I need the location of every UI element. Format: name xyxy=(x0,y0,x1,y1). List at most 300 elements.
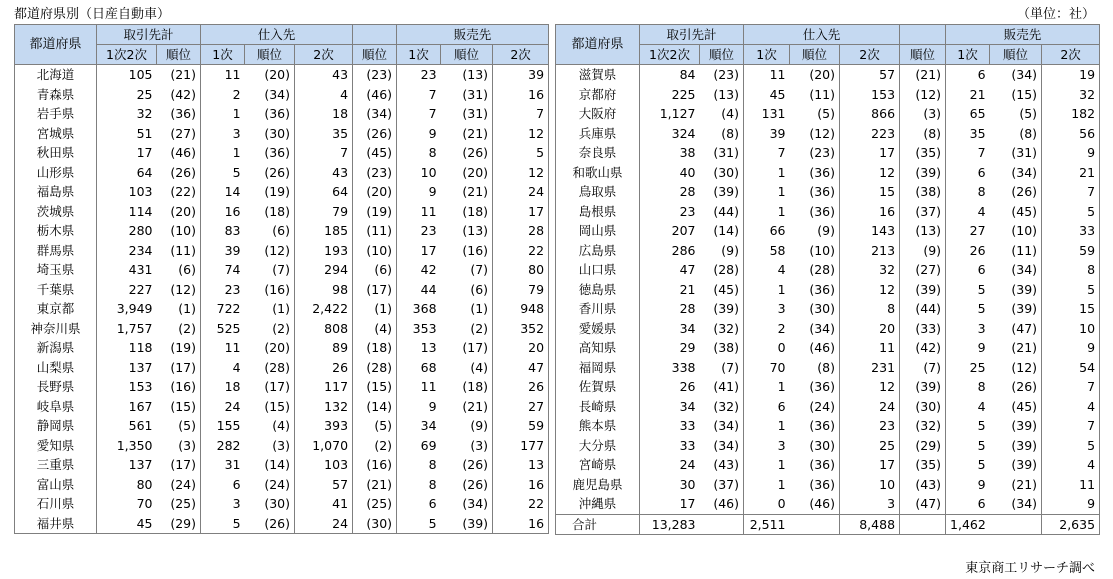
value-cell: 5 xyxy=(1042,436,1100,456)
value-cell: 8 xyxy=(1042,260,1100,280)
value-cell: (12) xyxy=(157,280,201,300)
value-cell: (29) xyxy=(157,514,201,534)
value-cell: 368 xyxy=(397,299,441,319)
header-rank: 順位 xyxy=(700,45,744,65)
value-cell: 6 xyxy=(744,397,790,417)
header-first: 1次 xyxy=(946,45,990,65)
prefecture-cell: 福岡県 xyxy=(556,358,640,378)
value-cell: (30) xyxy=(700,163,744,183)
value-cell: (3) xyxy=(157,436,201,456)
table-row xyxy=(556,280,1100,300)
value-cell: 17 xyxy=(840,143,900,163)
table-row xyxy=(556,338,1100,358)
value-cell: (11) xyxy=(353,221,397,241)
table-row xyxy=(15,124,549,144)
value-cell: (18) xyxy=(245,202,295,222)
value-cell: 43 xyxy=(295,65,353,85)
value-cell: (34) xyxy=(353,104,397,124)
value-cell: 70 xyxy=(744,358,790,378)
value-cell: 26 xyxy=(640,377,700,397)
value-cell: 5 xyxy=(201,163,245,183)
value-cell: (45) xyxy=(990,202,1042,222)
value-cell: 352 xyxy=(493,319,549,339)
value-cell: 56 xyxy=(1042,124,1100,144)
value-cell: (28) xyxy=(790,260,840,280)
value-cell: 1,127 xyxy=(640,104,700,124)
header-sales: 販売先 xyxy=(946,25,1100,45)
value-cell: 66 xyxy=(744,221,790,241)
value-cell: 15 xyxy=(1042,299,1100,319)
value-cell: (33) xyxy=(900,319,946,339)
value-cell: (34) xyxy=(700,436,744,456)
value-cell: 5 xyxy=(946,436,990,456)
total-value xyxy=(790,514,840,535)
value-cell: 286 xyxy=(640,241,700,261)
value-cell: (4) xyxy=(441,358,493,378)
value-cell: 4 xyxy=(946,202,990,222)
table-row xyxy=(15,475,549,495)
value-cell: 155 xyxy=(201,416,245,436)
prefecture-cell: 長崎県 xyxy=(556,397,640,417)
value-cell: 9 xyxy=(397,124,441,144)
header-prefecture: 都道府県 xyxy=(556,25,640,65)
value-cell: 1 xyxy=(744,202,790,222)
value-cell: 26 xyxy=(946,241,990,261)
prefecture-cell: 熊本県 xyxy=(556,416,640,436)
value-cell: 1,070 xyxy=(295,436,353,456)
value-cell: (19) xyxy=(353,202,397,222)
value-cell: (39) xyxy=(900,163,946,183)
value-cell: (34) xyxy=(790,319,840,339)
prefecture-cell: 秋田県 xyxy=(15,143,97,163)
table-row xyxy=(15,241,549,261)
prefecture-cell: 島根県 xyxy=(556,202,640,222)
value-cell: 44 xyxy=(397,280,441,300)
value-cell: 182 xyxy=(1042,104,1100,124)
prefecture-cell: 神奈川県 xyxy=(15,319,97,339)
value-cell: 114 xyxy=(97,202,157,222)
value-cell: 9 xyxy=(397,182,441,202)
value-cell: (1) xyxy=(441,299,493,319)
value-cell: 21 xyxy=(1042,163,1100,183)
value-cell: 64 xyxy=(97,163,157,183)
value-cell: 808 xyxy=(295,319,353,339)
value-cell: 8 xyxy=(397,143,441,163)
value-cell: 7 xyxy=(493,104,549,124)
value-cell: 25 xyxy=(946,358,990,378)
value-cell: 43 xyxy=(295,163,353,183)
table-row xyxy=(556,163,1100,183)
value-cell: (20) xyxy=(245,338,295,358)
prefecture-cell: 佐賀県 xyxy=(556,377,640,397)
value-cell: (28) xyxy=(245,358,295,378)
table-row xyxy=(556,494,1100,514)
value-cell: 3 xyxy=(744,299,790,319)
header-trade-sub: 1次2次 xyxy=(97,45,157,65)
value-cell: 32 xyxy=(97,104,157,124)
value-cell: (37) xyxy=(900,202,946,222)
value-cell: 20 xyxy=(493,338,549,358)
value-cell: 27 xyxy=(946,221,990,241)
value-cell: 5 xyxy=(946,299,990,319)
prefecture-cell: 和歌山県 xyxy=(556,163,640,183)
value-cell: 42 xyxy=(397,260,441,280)
value-cell: 98 xyxy=(295,280,353,300)
value-cell: (18) xyxy=(441,377,493,397)
value-cell: (13) xyxy=(441,221,493,241)
value-cell: 15 xyxy=(840,182,900,202)
value-cell: 34 xyxy=(397,416,441,436)
prefecture-cell: 鹿児島県 xyxy=(556,475,640,495)
value-cell: 231 xyxy=(840,358,900,378)
value-cell: 16 xyxy=(493,475,549,495)
value-cell: (15) xyxy=(990,85,1042,105)
table-row xyxy=(556,241,1100,261)
value-cell: (15) xyxy=(353,377,397,397)
header-second: 2次 xyxy=(1042,45,1100,65)
value-cell: 89 xyxy=(295,338,353,358)
value-cell: (10) xyxy=(990,221,1042,241)
value-cell: (21) xyxy=(441,124,493,144)
value-cell: 2,422 xyxy=(295,299,353,319)
value-cell: (43) xyxy=(700,455,744,475)
prefecture-cell: 沖縄県 xyxy=(556,494,640,514)
value-cell: 143 xyxy=(840,221,900,241)
prefecture-cell: 高知県 xyxy=(556,338,640,358)
prefecture-cell: 大阪府 xyxy=(556,104,640,124)
value-cell: 3 xyxy=(744,436,790,456)
value-cell: 30 xyxy=(640,475,700,495)
table-row xyxy=(15,397,549,417)
value-cell: (2) xyxy=(441,319,493,339)
value-cell: (12) xyxy=(900,85,946,105)
value-cell: (31) xyxy=(990,143,1042,163)
value-cell: 51 xyxy=(97,124,157,144)
value-cell: (26) xyxy=(353,124,397,144)
value-cell: 167 xyxy=(97,397,157,417)
value-cell: 1 xyxy=(744,416,790,436)
value-cell: 7 xyxy=(397,104,441,124)
value-cell: 118 xyxy=(97,338,157,358)
value-cell: 1 xyxy=(744,455,790,475)
value-cell: (7) xyxy=(700,358,744,378)
table-row xyxy=(556,358,1100,378)
value-cell: 31 xyxy=(201,455,245,475)
header-first: 1次 xyxy=(397,45,441,65)
prefecture-cell: 北海道 xyxy=(15,65,97,85)
value-cell: 65 xyxy=(946,104,990,124)
value-cell: 9 xyxy=(1042,494,1100,514)
value-cell: 225 xyxy=(640,85,700,105)
prefecture-cell: 宮崎県 xyxy=(556,455,640,475)
value-cell: 866 xyxy=(840,104,900,124)
value-cell: 1,757 xyxy=(97,319,157,339)
value-cell: 185 xyxy=(295,221,353,241)
value-cell: (36) xyxy=(790,202,840,222)
value-cell: (36) xyxy=(790,182,840,202)
value-cell: 21 xyxy=(946,85,990,105)
prefecture-cell: 石川県 xyxy=(15,494,97,514)
value-cell: 431 xyxy=(97,260,157,280)
value-cell: 57 xyxy=(295,475,353,495)
value-cell: 353 xyxy=(397,319,441,339)
table-row xyxy=(15,436,549,456)
value-cell: 117 xyxy=(295,377,353,397)
value-cell: (17) xyxy=(157,455,201,475)
value-cell: (9) xyxy=(790,221,840,241)
value-cell: (36) xyxy=(790,475,840,495)
prefecture-cell: 滋賀県 xyxy=(556,65,640,85)
value-cell: 11 xyxy=(201,338,245,358)
value-cell: (27) xyxy=(157,124,201,144)
value-cell: 16 xyxy=(493,514,549,534)
prefecture-table-left xyxy=(14,24,549,534)
value-cell: (25) xyxy=(157,494,201,514)
total-value xyxy=(900,514,946,535)
value-cell: 28 xyxy=(640,182,700,202)
value-cell: (9) xyxy=(900,241,946,261)
table-row xyxy=(556,436,1100,456)
value-cell: 153 xyxy=(97,377,157,397)
table-row xyxy=(556,85,1100,105)
value-cell: 8 xyxy=(946,377,990,397)
value-cell: 68 xyxy=(397,358,441,378)
value-cell: (36) xyxy=(245,143,295,163)
value-cell: 24 xyxy=(840,397,900,417)
value-cell: 10 xyxy=(840,475,900,495)
value-cell: (13) xyxy=(441,65,493,85)
value-cell: (26) xyxy=(990,182,1042,202)
prefecture-cell: 岡山県 xyxy=(556,221,640,241)
value-cell: 7 xyxy=(1042,377,1100,397)
value-cell: 39 xyxy=(744,124,790,144)
prefecture-cell: 埼玉県 xyxy=(15,260,97,280)
source-note: 東京商工リサーチ調べ xyxy=(965,561,1095,576)
table-row xyxy=(556,319,1100,339)
value-cell: 83 xyxy=(201,221,245,241)
total-row xyxy=(556,514,1100,535)
value-cell: (26) xyxy=(157,163,201,183)
value-cell: (26) xyxy=(245,163,295,183)
value-cell: (7) xyxy=(441,260,493,280)
value-cell: 39 xyxy=(493,65,549,85)
header-second: 2次 xyxy=(295,45,353,65)
value-cell: 33 xyxy=(1042,221,1100,241)
value-cell: 9 xyxy=(1042,143,1100,163)
value-cell: 64 xyxy=(295,182,353,202)
value-cell: (23) xyxy=(700,65,744,85)
value-cell: (2) xyxy=(157,319,201,339)
value-cell: (34) xyxy=(441,494,493,514)
value-cell: (6) xyxy=(245,221,295,241)
value-cell: 525 xyxy=(201,319,245,339)
value-cell: 45 xyxy=(744,85,790,105)
value-cell: (36) xyxy=(245,104,295,124)
header-first: 1次 xyxy=(201,45,245,65)
value-cell: 59 xyxy=(493,416,549,436)
table-row xyxy=(556,143,1100,163)
value-cell: (34) xyxy=(990,494,1042,514)
table-row xyxy=(15,202,549,222)
value-cell: 7 xyxy=(1042,182,1100,202)
value-cell: (18) xyxy=(353,338,397,358)
value-cell: (10) xyxy=(790,241,840,261)
value-cell: 213 xyxy=(840,241,900,261)
value-cell: (4) xyxy=(700,104,744,124)
value-cell: (39) xyxy=(700,182,744,202)
value-cell: (5) xyxy=(790,104,840,124)
prefecture-table-right xyxy=(555,24,1100,535)
value-cell: 3 xyxy=(201,494,245,514)
value-cell: (5) xyxy=(353,416,397,436)
value-cell: (12) xyxy=(245,241,295,261)
value-cell: (31) xyxy=(700,143,744,163)
value-cell: 17 xyxy=(493,202,549,222)
value-cell: 16 xyxy=(840,202,900,222)
value-cell: 47 xyxy=(493,358,549,378)
prefecture-cell: 新潟県 xyxy=(15,338,97,358)
value-cell: (38) xyxy=(700,338,744,358)
value-cell: 5 xyxy=(493,143,549,163)
value-cell: (14) xyxy=(353,397,397,417)
value-cell: 34 xyxy=(640,397,700,417)
value-cell: 722 xyxy=(201,299,245,319)
header-trade: 取引先計 xyxy=(97,25,201,45)
value-cell: 207 xyxy=(640,221,700,241)
value-cell: 1,350 xyxy=(97,436,157,456)
value-cell: 13 xyxy=(493,455,549,475)
header-rank: 順位 xyxy=(157,45,201,65)
value-cell: (20) xyxy=(441,163,493,183)
value-cell: (1) xyxy=(245,299,295,319)
table-row xyxy=(556,182,1100,202)
value-cell: (44) xyxy=(900,299,946,319)
prefecture-cell: 奈良県 xyxy=(556,143,640,163)
value-cell: (8) xyxy=(900,124,946,144)
value-cell: 79 xyxy=(295,202,353,222)
value-cell: 9 xyxy=(946,338,990,358)
prefecture-cell: 福島県 xyxy=(15,182,97,202)
value-cell: (30) xyxy=(245,494,295,514)
value-cell: 19 xyxy=(1042,65,1100,85)
prefecture-cell: 東京都 xyxy=(15,299,97,319)
value-cell: 8 xyxy=(397,475,441,495)
value-cell: 17 xyxy=(640,494,700,514)
table-row xyxy=(15,221,549,241)
value-cell: 5 xyxy=(1042,280,1100,300)
value-cell: 57 xyxy=(840,65,900,85)
value-cell: (3) xyxy=(441,436,493,456)
table-row xyxy=(15,514,549,534)
value-cell: (8) xyxy=(700,124,744,144)
value-cell: (23) xyxy=(790,143,840,163)
value-cell: 1 xyxy=(201,104,245,124)
value-cell: (30) xyxy=(900,397,946,417)
value-cell: 79 xyxy=(493,280,549,300)
value-cell: (30) xyxy=(790,299,840,319)
value-cell: 40 xyxy=(640,163,700,183)
value-cell: 28 xyxy=(640,299,700,319)
value-cell: (12) xyxy=(790,124,840,144)
value-cell: (23) xyxy=(353,65,397,85)
value-cell: 10 xyxy=(1042,319,1100,339)
total-label: 合計 xyxy=(556,514,640,535)
table-row xyxy=(556,65,1100,85)
value-cell: (38) xyxy=(900,182,946,202)
value-cell: (24) xyxy=(790,397,840,417)
value-cell: 23 xyxy=(840,416,900,436)
table-row xyxy=(15,455,549,475)
value-cell: 132 xyxy=(295,397,353,417)
value-cell: 280 xyxy=(97,221,157,241)
value-cell: 18 xyxy=(201,377,245,397)
value-cell: 7 xyxy=(295,143,353,163)
header-trade-sub: 1次2次 xyxy=(640,45,700,65)
value-cell: 23 xyxy=(397,221,441,241)
value-cell: (36) xyxy=(790,280,840,300)
prefecture-cell: 山形県 xyxy=(15,163,97,183)
value-cell: 12 xyxy=(493,163,549,183)
value-cell: 4 xyxy=(1042,455,1100,475)
value-cell: 33 xyxy=(640,436,700,456)
value-cell: 3 xyxy=(840,494,900,514)
prefecture-cell: 岐阜県 xyxy=(15,397,97,417)
value-cell: (34) xyxy=(990,163,1042,183)
prefecture-cell: 京都府 xyxy=(556,85,640,105)
table-row xyxy=(556,260,1100,280)
value-cell: (36) xyxy=(790,377,840,397)
value-cell: 131 xyxy=(744,104,790,124)
table-row xyxy=(15,416,549,436)
table-row xyxy=(15,163,549,183)
total-value: 1,462 xyxy=(946,514,990,535)
value-cell: 7 xyxy=(946,143,990,163)
value-cell: (39) xyxy=(990,436,1042,456)
prefecture-cell: 徳島県 xyxy=(556,280,640,300)
value-cell: (39) xyxy=(990,280,1042,300)
value-cell: (17) xyxy=(353,280,397,300)
table-row xyxy=(556,202,1100,222)
value-cell: (19) xyxy=(157,338,201,358)
table-row xyxy=(15,182,549,202)
value-cell: 7 xyxy=(1042,416,1100,436)
value-cell: (6) xyxy=(157,260,201,280)
value-cell: (39) xyxy=(900,377,946,397)
value-cell: 393 xyxy=(295,416,353,436)
prefecture-cell: 愛知県 xyxy=(15,436,97,456)
value-cell: (32) xyxy=(900,416,946,436)
prefecture-cell: 長野県 xyxy=(15,377,97,397)
table-row xyxy=(556,397,1100,417)
value-cell: (21) xyxy=(990,475,1042,495)
prefecture-cell: 山口県 xyxy=(556,260,640,280)
value-cell: 11 xyxy=(1042,475,1100,495)
value-cell: (16) xyxy=(245,280,295,300)
value-cell: (20) xyxy=(353,182,397,202)
value-cell: 69 xyxy=(397,436,441,456)
value-cell: 17 xyxy=(97,143,157,163)
value-cell: (35) xyxy=(900,455,946,475)
value-cell: (11) xyxy=(990,241,1042,261)
value-cell: (11) xyxy=(157,241,201,261)
table-row xyxy=(556,299,1100,319)
value-cell: (46) xyxy=(157,143,201,163)
value-cell: 24 xyxy=(295,514,353,534)
prefecture-cell: 宮城県 xyxy=(15,124,97,144)
value-cell: 4 xyxy=(295,85,353,105)
value-cell: 32 xyxy=(1042,85,1100,105)
table-row xyxy=(15,104,549,124)
